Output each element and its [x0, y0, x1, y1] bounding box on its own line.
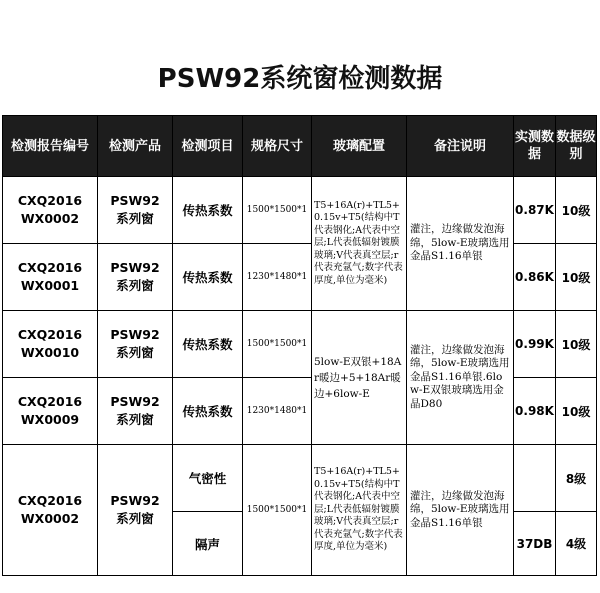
measured-cell: 0.99K	[514, 311, 556, 378]
level-cell: 10级	[556, 378, 597, 445]
measured-cell: 0.98K	[514, 378, 556, 445]
measured-cell: 0.87K	[514, 177, 556, 244]
note-cell: 灌注，边缘做发泡海绵，5low-E玻璃选用金晶S1.16单银.6low-E双银玻璃选用金晶D80	[407, 311, 514, 445]
table-row	[3, 445, 597, 512]
item-cell: 气密性	[173, 445, 243, 512]
page-title: PSW92系统窗检测数据	[157, 64, 443, 94]
header-row	[3, 116, 597, 177]
item-cell: 传热系数	[173, 311, 243, 378]
measured-cell: 0.86K	[514, 244, 556, 311]
level-cell: 10级	[556, 244, 597, 311]
report-no-cell: CXQ2016 WX0002	[3, 445, 98, 576]
header-level: 数据级别	[556, 116, 597, 177]
report-no-cell: CXQ2016 WX0002	[3, 177, 98, 244]
product-cell: PSW92 系列窗	[98, 445, 173, 576]
glass-config-cell: T5+16A(r)+TL5+0.15v+T5(结构中T代表钢化;A代表中空层;L代表低辐射镀膜玻璃;V代表真空层;r代表充氩气;数字代表厚度,单位为毫米)	[312, 445, 407, 576]
measured-cell	[514, 445, 556, 512]
header-product: 检测产品	[98, 116, 173, 177]
level-cell: 8级	[556, 445, 597, 512]
product-cell: PSW92 系列窗	[98, 177, 173, 244]
header-note: 备注说明	[407, 116, 514, 177]
product-cell: PSW92 系列窗	[98, 378, 173, 445]
table-row	[3, 177, 597, 244]
header-item: 检测项目	[173, 116, 243, 177]
product-cell: PSW92 系列窗	[98, 244, 173, 311]
report-no-cell: CXQ2016 WX0001	[3, 244, 98, 311]
level-cell: 10级	[556, 177, 597, 244]
report-no-cell: CXQ2016 WX0009	[3, 378, 98, 445]
size-cell: 1500*1500*1	[243, 177, 312, 244]
header-measured: 实测数据	[514, 116, 556, 177]
item-cell: 传热系数	[173, 244, 243, 311]
header-report-no: 检测报告编号	[3, 116, 98, 177]
item-cell: 传热系数	[173, 378, 243, 445]
note-cell: 灌注，边缘做发泡海绵，5low-E玻璃选用金晶S1.16单银	[407, 177, 514, 311]
glass-config-cell: T5+16A(r)+TL5+0.15v+T5(结构中T代表钢化;A代表中空层;L代表低辐射镀膜玻璃;V代表真空层;r代表充氩气;数字代表厚度,单位为毫米)	[312, 177, 407, 311]
measured-cell: 37DB	[514, 512, 556, 576]
report-no-cell: CXQ2016 WX0010	[3, 311, 98, 378]
header-glass: 玻璃配置	[312, 116, 407, 177]
size-cell: 1500*1500*1	[243, 445, 312, 576]
size-cell: 1230*1480*1	[243, 378, 312, 445]
note-cell: 灌注，边缘做发泡海绵，5low-E玻璃选用金晶S1.16单银	[407, 445, 514, 576]
product-cell: PSW92 系列窗	[98, 311, 173, 378]
table-row	[3, 311, 597, 378]
glass-config-cell: 5low-E双银+18Ar暖边+5+18Ar暖边+6low-E	[312, 311, 407, 445]
header-size: 规格尺寸	[243, 116, 312, 177]
test-data-table	[2, 115, 597, 576]
item-cell: 传热系数	[173, 177, 243, 244]
item-cell: 隔声	[173, 512, 243, 576]
size-cell: 1500*1500*1	[243, 311, 312, 378]
level-cell: 4级	[556, 512, 597, 576]
level-cell: 10级	[556, 311, 597, 378]
size-cell: 1230*1480*1	[243, 244, 312, 311]
